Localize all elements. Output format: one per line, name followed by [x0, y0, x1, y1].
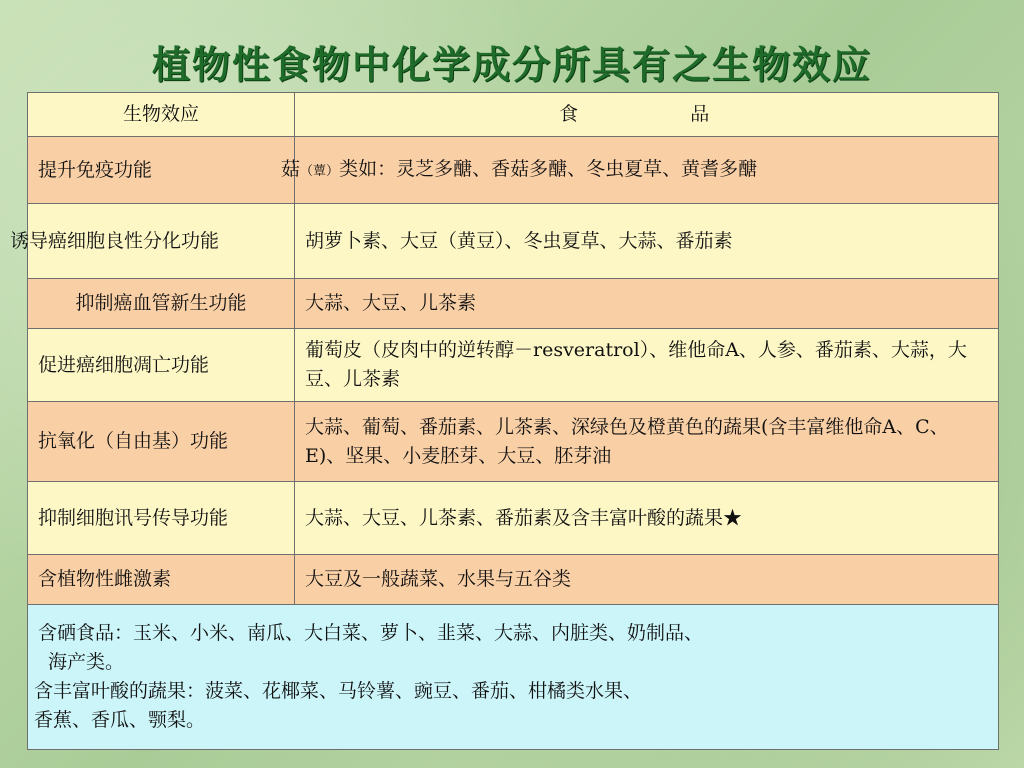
food-cell: 葡萄皮（皮肉中的逆转醇－resveratrol）、维他命A、人参、番茄素、大蒜，大豆、儿茶素: [295, 329, 999, 402]
folate-foods-line: 含丰富叶酸的蔬果：菠菜、花椰菜、马铃薯、豌豆、番茄、柑橘类水果、: [34, 680, 643, 702]
table-row: [28, 402, 999, 482]
header-effect: 生物效应: [28, 93, 295, 137]
note-cell: [28, 605, 999, 750]
table-row: [28, 329, 999, 402]
food-text: 蕈: [313, 163, 327, 179]
food-cell: 大蒜、大豆、儿茶素: [295, 279, 999, 329]
selenium-foods-line-cont: 海产类。: [48, 651, 125, 673]
effect-cell: 诱导癌细胞良性分化功能: [28, 204, 295, 279]
folate-foods-line-cont: 香蕉、香瓜、颚梨。: [34, 709, 206, 731]
food-text: 类如：灵芝多醣、香菇多醣、冬虫夏草、黄耆多醣: [339, 157, 758, 180]
food-cell: 大豆及一般蔬菜、水果与五谷类: [295, 555, 999, 605]
table-row: [28, 137, 999, 204]
effect-cell: 抑制细胞讯号传导功能: [28, 482, 295, 555]
page-title: 植物性食物中化学成分所具有之生物效应: [151, 42, 872, 87]
selenium-foods-line: 含硒食品：玉米、小米、南瓜、大白菜、萝卜、韭菜、大蒜、内脏类、奶制品、: [38, 622, 704, 644]
food-text: （: [300, 163, 314, 179]
effect-cell: 提升免疫功能: [28, 137, 295, 204]
effect-cell: 促进癌细胞凋亡功能: [28, 329, 295, 402]
table-row: [28, 482, 999, 555]
effects-table: [10, 92, 999, 750]
table-row: [28, 555, 999, 605]
table-header-row: [28, 93, 999, 137]
food-cell: [281, 137, 999, 204]
food-text: ）: [326, 163, 340, 179]
food-text: 菇: [281, 157, 301, 180]
food-cell: 胡萝卜素、大豆（黄豆）、冬虫夏草、大蒜、番茄素: [295, 204, 999, 279]
header-food: 食 品: [295, 93, 999, 137]
table-row: [28, 204, 999, 279]
effect-cell: 抑制癌血管新生功能: [28, 279, 295, 329]
food-cell: 大蒜、大豆、儿茶素、番茄素及含丰富叶酸的蔬果★: [295, 482, 999, 555]
table-row: [28, 279, 999, 329]
effect-cell: 含植物性雌激素: [28, 555, 295, 605]
note-row: [28, 605, 999, 750]
effect-cell: 抗氧化（自由基）功能: [28, 402, 295, 482]
food-cell: 大蒜、葡萄、番茄素、儿茶素、深绿色及橙黄色的蔬果(含丰富维他命A、C、E)、坚果、小麦胚芽、大豆、胚芽油: [295, 402, 999, 482]
